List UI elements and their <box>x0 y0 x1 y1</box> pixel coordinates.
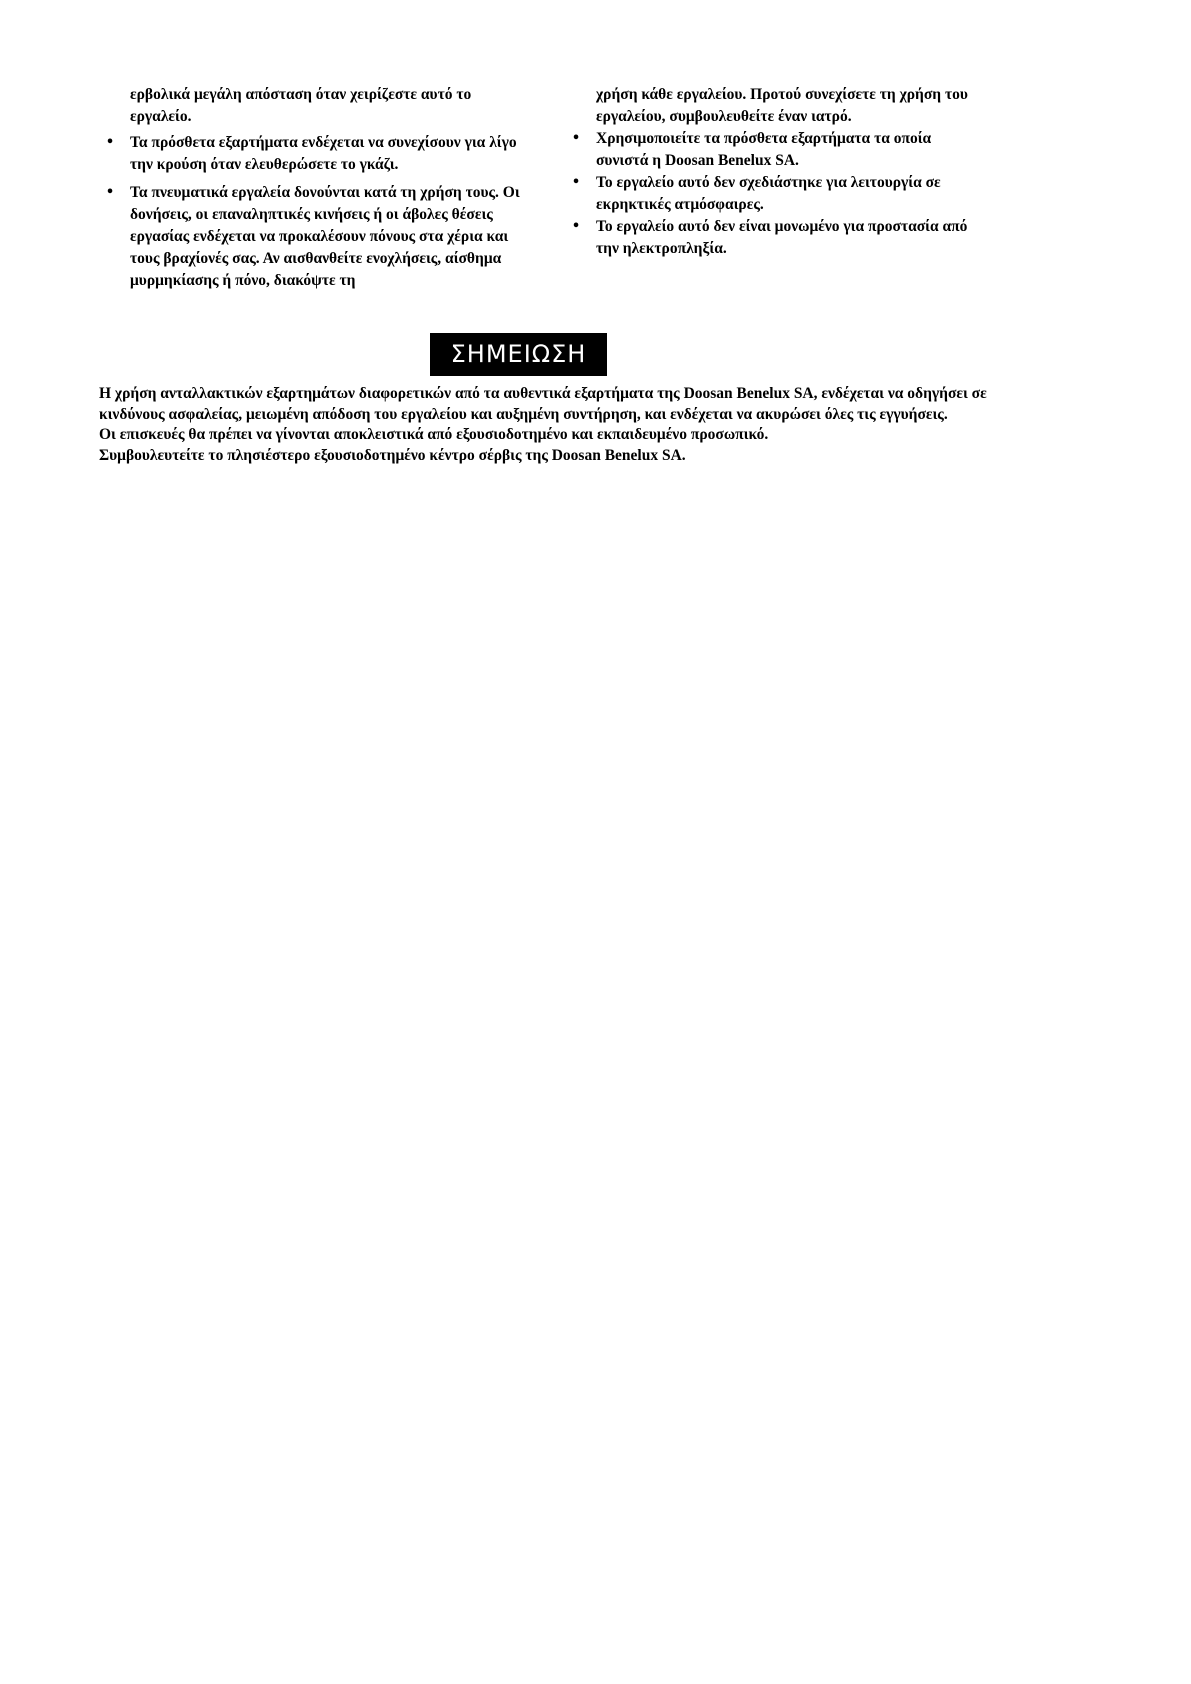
right-bullet-list <box>566 128 986 260</box>
bullet-item <box>566 172 986 216</box>
left-column <box>100 84 520 298</box>
note-paragraph: Η χρήση ανταλλακτικών εξαρτημάτων διαφορετικών από τα αυθεντικά εξαρτήματα της Doosan Benelux SA, ενδέχεται να οδηγήσει σε κινδύνους ασφαλείας, μειωμένη απόδοση του εργαλείου και αυξημένη συντήρηση, και ενδέχεται να ακυρώσει όλες τις εγγυήσεις. <box>99 385 987 423</box>
bullet-icon: • <box>105 185 115 200</box>
left-bullet-list <box>100 132 520 292</box>
note-heading: ΣΗΜΕΙΩΣΗ <box>430 333 607 376</box>
bullet-icon: • <box>105 135 115 150</box>
bullet-item <box>566 128 986 172</box>
bullet-text: Χρησιμοποιείτε τα πρόσθετα εξαρτήματα τα οποία συνιστά η Doosan Benelux SA. <box>596 130 932 169</box>
note-paragraph: Συμβουλευτείτε το πλησιέστερο εξουσιοδοτημένο κέντρο σέρβις της Doosan Benelux SA. <box>99 446 686 464</box>
bullet-item <box>100 182 520 292</box>
bullet-icon: • <box>571 219 581 234</box>
bullet-item <box>100 132 520 176</box>
right-column <box>566 84 986 260</box>
bullet-item <box>566 216 986 260</box>
right-intro-paragraph: χρήση κάθε εργαλείου. Προτού συνεχίσετε τη χρήση του εργαλείου, συμβουλευθείτε έναν ιατρό. <box>596 86 968 125</box>
bullet-text: Τα πρόσθετα εξαρτήματα ενδέχεται να συνεχίσουν για λίγο την κρούση όταν ελευθερώσετε το γκάζι. <box>130 134 517 173</box>
bullet-text: Το εργαλείο αυτό δεν είναι μονωμένο για προστασία από την ηλεκτροπληξία. <box>596 218 968 257</box>
note-paragraph: Οι επισκευές θα πρέπει να γίνονται αποκλειστικά από εξουσιοδοτημένο και εκπαιδευμένο προσωπικό. <box>99 426 769 443</box>
left-intro-paragraph: ερβολικά μεγάλη απόσταση όταν χειρίζεστε αυτό το εργαλείο. <box>130 86 472 125</box>
bullet-text: Τα πνευματικά εργαλεία δονούνται κατά τη χρήση τους. Οι δονήσεις, οι επαναληπτικές κινήσεις ή οι άβολες θέσεις εργασίας ενδέχεται να προκαλέσουν πόνους στα χέρια και τους βραχίονές σας. Αν αισθανθείτε ενοχλήσεις, αίσθημα μυρμηκίασης ή πόνο, διακόψτε τη <box>130 184 520 289</box>
note-body <box>99 384 1039 466</box>
bullet-text: Το εργαλείο αυτό δεν σχεδιάστηκε για λειτουργία σε εκρηκτικές ατμόσφαιρες. <box>596 174 941 213</box>
bullet-icon: • <box>571 131 581 146</box>
bullet-icon: • <box>571 175 581 190</box>
